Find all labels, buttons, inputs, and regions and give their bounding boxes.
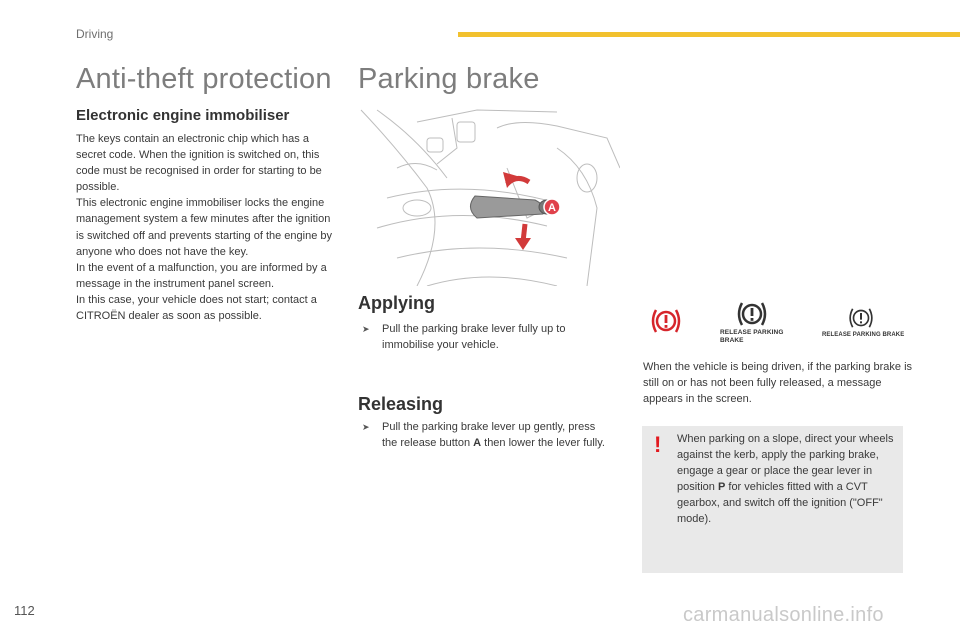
exclamation-icon: !	[654, 432, 662, 457]
watermark: carmanualsonline.info	[683, 604, 884, 626]
applying-step-text: Pull the parking brake lever fully up to immobilise your vehicle.	[382, 323, 566, 352]
header-accent-bar	[458, 32, 960, 37]
slope-parking-text: When parking on a slope, direct your wheels against the kerb, apply the parking brake, engage a gear or place the gear lever in position P for vehicles fitted with a CVT gearbox, and switch off the ignition ("OFF" mode).	[677, 433, 894, 526]
page-number: 112	[14, 603, 35, 618]
release-parking-brake-caption: RELEASE PARKING BRAKE	[720, 329, 784, 344]
releasing-heading: Releasing	[358, 394, 444, 414]
driven-warning-paragraph: When the vehicle is being driven, if the parking brake is still on or has not been fully released, a message appears in the screen.	[643, 361, 913, 406]
section-label: Driving	[76, 27, 114, 41]
bullet-arrow-icon: ➤	[362, 324, 370, 334]
releasing-step-text: Pull the parking brake lever up gently, press the release button A then lower the lever fully.	[382, 421, 605, 450]
brake-warning-icon	[846, 305, 876, 331]
release-button-label: A	[548, 202, 556, 214]
applying-step	[362, 321, 612, 353]
parking-brake-illustration	[357, 108, 620, 286]
release-button-ref: A	[473, 437, 482, 450]
brake-warning-icon	[648, 306, 684, 336]
applying-heading: Applying	[358, 293, 435, 313]
immobiliser-heading: Electronic engine immobiliser	[76, 107, 290, 124]
bullet-arrow-icon: ➤	[362, 422, 370, 432]
releasing-step	[362, 419, 612, 451]
anti-theft-title: Anti-theft protection	[76, 63, 332, 95]
gear-position-ref: P	[717, 481, 726, 494]
parking-brake-title: Parking brake	[358, 63, 540, 95]
brake-warning-icon	[734, 299, 770, 329]
immobiliser-paragraph: The keys contain an electronic chip which has a secret code. When the ignition is switched on, this code must be recognised in order for starting to be possible. This electronic engine immobiliser locks the engine management system a few minutes after the ignition is switched off and prevents starting of the engine by anyone who does not have the key. In the event of a malfunction, you are informed by a message in the instrument panel screen. In this case, your vehicle does not start; contact a CITROËN dealer as soon as possible.	[76, 133, 333, 323]
slope-parking-note	[642, 426, 903, 573]
release-parking-brake-caption: RELEASE PARKING BRAKE	[822, 332, 905, 338]
